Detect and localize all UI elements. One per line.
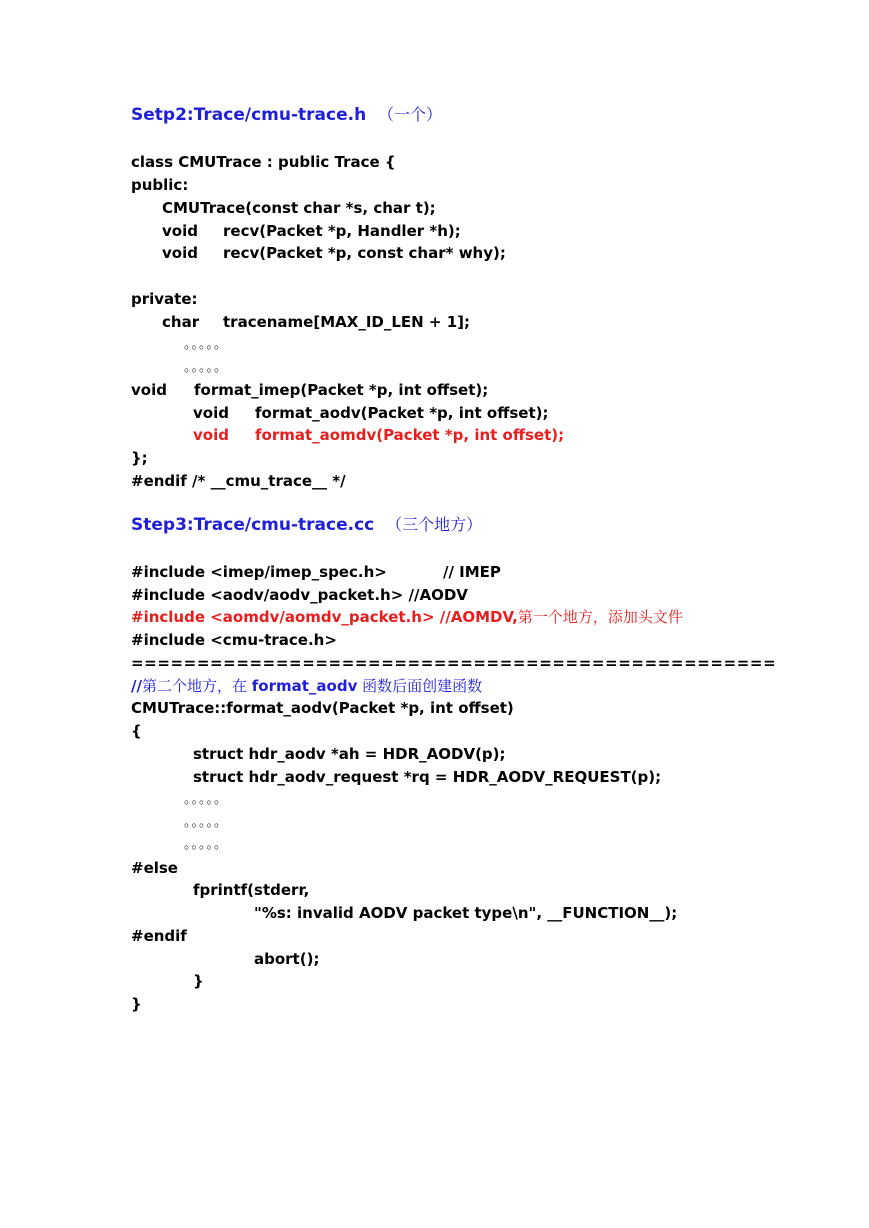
endif-line: #endif /* __cmu_trace__ */ <box>131 472 346 490</box>
aodv-type: void <box>193 404 229 422</box>
endif-directive: #endif <box>131 927 187 945</box>
class-close: }; <box>131 449 148 467</box>
include-aomdv-note: 第一个地方，添加头文件 <box>517 608 683 626</box>
recv-line-2: recv(Packet *p, const char* why); <box>223 244 506 262</box>
ellipsis: 。。。。。 <box>184 837 229 852</box>
include-imep-comment: // IMEP <box>443 563 501 581</box>
step2-heading <box>131 105 442 125</box>
ellipsis: 。。。。。 <box>184 815 229 830</box>
recv-type-1: void <box>162 222 198 240</box>
include-aomdv-code: #include <aomdv/aomdv_packet.h> //AOMDV, <box>131 608 518 626</box>
comment-cn-1: 第二个地方，在 <box>141 677 252 695</box>
public-label: public: <box>131 176 189 194</box>
separator-line: ================================================= <box>131 654 777 672</box>
constructor-line: CMUTrace(const char *s, char t); <box>162 199 436 217</box>
ellipsis: 。。。。。 <box>184 337 229 352</box>
recv-type-2: void <box>162 244 198 262</box>
statement-ah: struct hdr_aodv *ah = HDR_AODV(p); <box>193 745 506 763</box>
aodv-line: format_aodv(Packet *p, int offset); <box>255 404 549 422</box>
include-cmu-trace: #include <cmu-trace.h> <box>131 631 337 649</box>
include-imep: #include <imep/imep_spec.h> <box>131 563 387 581</box>
class-declaration: class CMUTrace : public Trace { <box>131 153 396 171</box>
step2-note: （一个） <box>378 105 443 124</box>
statement-rq: struct hdr_aodv_request *rq = HDR_AODV_REQUEST(p); <box>193 768 662 786</box>
inner-close-brace: } <box>193 972 204 990</box>
else-directive: #else <box>131 859 178 877</box>
ellipsis: 。。。。。 <box>184 360 229 375</box>
imep-line: format_imep(Packet *p, int offset); <box>194 381 489 399</box>
include-aodv: #include <aodv/aodv_packet.h> //AODV <box>131 586 468 604</box>
outer-close-brace: } <box>131 995 142 1013</box>
ellipsis: 。。。。。 <box>184 792 229 807</box>
abort-line: abort(); <box>254 950 320 968</box>
step3-note: （三个地方） <box>386 515 483 534</box>
field-type: char <box>162 313 200 331</box>
recv-line-1: recv(Packet *p, Handler *h); <box>223 222 461 240</box>
format-string-line: "%s: invalid AODV packet type\n", __FUNCTION__); <box>254 904 678 922</box>
aomdv-type: void <box>193 426 229 444</box>
step2-title: Setp2:Trace/cmu-trace.h <box>131 105 367 125</box>
open-brace: { <box>131 722 142 740</box>
aomdv-line: format_aomdv(Packet *p, int offset); <box>255 426 565 444</box>
step3-heading <box>131 515 482 535</box>
function-signature: CMUTrace::format_aodv(Packet *p, int offset) <box>131 699 514 717</box>
imep-type: void <box>131 381 167 399</box>
private-label: private: <box>131 290 198 308</box>
comment-prefix: // <box>131 677 142 695</box>
step3-title: Step3:Trace/cmu-trace.cc <box>131 515 375 535</box>
comment-cn-2: 函数后面创建函数 <box>357 677 483 695</box>
include-aomdv <box>131 607 683 627</box>
fprintf-line: fprintf(stderr, <box>193 881 310 899</box>
step3-comment <box>131 676 482 696</box>
comment-function: format_aodv <box>251 677 358 695</box>
field-line: tracename[MAX_ID_LEN + 1]; <box>223 313 471 331</box>
